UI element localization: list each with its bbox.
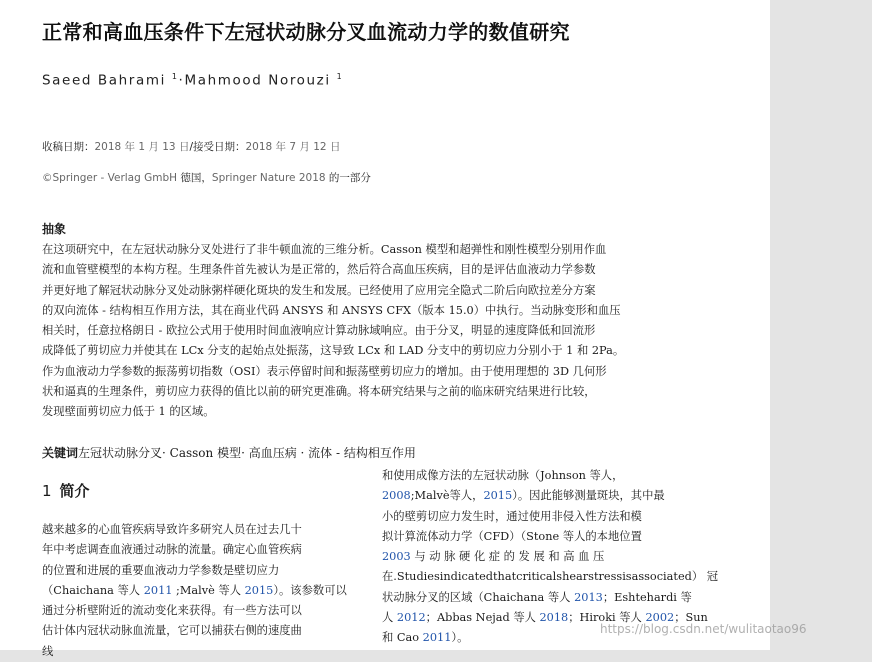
keywords-label: 关键词 (42, 446, 79, 460)
author-affiliation: 1 (171, 72, 179, 81)
text-segment: 年中考虑调查血液通过动脉的流量。确定心血管疾病 (42, 543, 302, 557)
text-line (42, 581, 362, 601)
text-segment: 状动脉分叉的区域（Chaichana 等人 (382, 590, 575, 604)
section-title: 简介 (59, 482, 90, 500)
author-affiliation: 1 (336, 72, 344, 81)
citation-year-link[interactable]: 2011 (143, 583, 173, 597)
paper-title: 正常和高血压条件下左冠状动脉分叉血流动力学的数值研究 (42, 20, 570, 44)
text-segment: ）。因此能够测量斑块，其中最 (512, 489, 665, 503)
abstract-line: 发现壁面剪切应力低于 1 的区域。 (42, 405, 215, 419)
text-line (382, 486, 702, 506)
text-segment: 拟计算流体动力学（CFD）（Stone 等人的本地位置 (382, 529, 642, 543)
accepted-date: 2018 年 7 月 12 日 (245, 141, 341, 153)
author-list (42, 72, 343, 89)
text-segment: 的位置和进展的重要血液动力学参数是壁切应力 (42, 563, 280, 577)
text-line (42, 601, 362, 621)
text-segment: 越来越多的心血管疾病导致许多研究人员在过去几十 (42, 523, 302, 536)
citation-year-link[interactable]: 2011 (422, 631, 452, 645)
abstract-line: 并更好地了解冠状动脉分叉处动脉粥样硬化斑块的发生和发展。已经使用了应用完全隐式二阶后向欧拉差分方案 (42, 283, 596, 297)
text-segment: 线 (42, 644, 54, 658)
copyright-country: 德国， (177, 172, 212, 184)
text-line (382, 466, 702, 486)
copyright-line (42, 170, 371, 185)
text-segment: 和 Cao (382, 631, 423, 645)
text-segment: ；Abbas Nejad 等人 (425, 611, 540, 625)
text-segment: ）。该参数可以 (273, 583, 347, 597)
section-heading (42, 480, 90, 501)
text-segment: 通过分析壁附近的流动变化来获得。有一些方法可以 (42, 604, 302, 618)
text-line (42, 561, 362, 581)
abstract-line: 在这项研究中，在左冠状动脉分叉处进行了非牛顿血流的三维分析。Casson 模型和超弹性和刚性模型分别用作血 (42, 243, 607, 256)
text-segment: ;Malvè等人， (410, 489, 484, 503)
text-segment: （Chaichana 等人 (42, 583, 144, 597)
text-line (42, 520, 362, 540)
text-segment: 估计体内冠状动脉血流量，它可以捕获右侧的速度曲 (42, 624, 302, 638)
citation-year-link[interactable]: 2012 (396, 611, 426, 625)
text-segment: 与 动 脉 硬 化 症 的 发 展 和 高 血 压 (410, 550, 605, 564)
text-segment: ；Sun (674, 611, 708, 625)
abstract-heading: 抽象 (42, 222, 67, 236)
citation-year-link[interactable]: 2015 (483, 489, 513, 503)
text-segment: 和使用成像方法的左冠状动脉（Johnson 等人， (382, 469, 624, 482)
section-number: 1 (42, 482, 52, 500)
dates-line (42, 139, 340, 154)
text-line (382, 588, 702, 608)
text-line (42, 642, 362, 662)
text-segment: ；Hiroki 等人 (568, 611, 646, 625)
text-line (382, 567, 719, 587)
copyright-publisher: ©Springer - Verlag GmbH (42, 172, 178, 184)
keywords-line (42, 444, 416, 461)
keywords-text: 左冠状动脉分叉· Casson 模型· 高血压病 · 流体 - 结构相互作用 (78, 446, 416, 460)
text-segment: 在.Studiesindicatedthatcriticalshearstressisassociated） 冠 (382, 570, 719, 584)
received-date: 2018 年 1 月 13 日 (94, 141, 190, 153)
citation-year-link[interactable]: 2008 (382, 489, 411, 503)
text-line (42, 540, 362, 560)
citation-year-link[interactable]: 2002 (645, 611, 675, 625)
text-segment: 小的壁剪切应力发生时，通过使用非侵入性方法和模 (382, 509, 642, 523)
text-line (42, 621, 362, 641)
abstract-line: 流和血管壁模型的本构方程。生理条件首先被认为是正常的，然后符合高血压疾病，目的是评估血液动力学参数 (42, 263, 596, 277)
author-separator: · (178, 72, 185, 89)
abstract-line: 作为血液动力学参数的振荡剪切指数（OSI）表示停留时间和振荡壁剪切应力的增加。由于使用理想的 3D 几何形 (42, 364, 607, 378)
citation-year-link[interactable]: 2013 (574, 590, 603, 604)
author-name: Mahmood Norouzi (184, 72, 331, 89)
copyright-nature: Springer Nature 2018 (211, 172, 326, 184)
abstract-line: 相关时，任意拉格朗日 - 欧拉公式用于使用时间血液响应计算动脉域响应。由于分叉，明显的速度降低和回流形 (42, 324, 596, 338)
abstract-body (42, 240, 702, 423)
text-line (382, 547, 702, 567)
citation-year-link[interactable]: 2018 (539, 611, 569, 625)
intro-left-column (42, 520, 362, 662)
text-segment: ）。 (451, 631, 469, 645)
author-name: Saeed Bahrami (42, 72, 166, 89)
text-line (382, 507, 702, 527)
citation-year-link[interactable]: 2003 (382, 550, 411, 564)
csdn-watermark: https://blog.csdn.net/wulitaotao96 (600, 622, 807, 636)
received-label: 收稿日期： (42, 141, 95, 153)
accepted-label: /接受日期： (189, 141, 246, 153)
abstract-line: 的双向流体 - 结构相互作用方法，其在商业代码 ANSYS 和 ANSYS CFX（版本 15.0）中执行。当动脉变形和血压 (42, 303, 621, 317)
text-line (382, 527, 702, 547)
text-segment: ；Eshtehardi 等 (602, 590, 692, 604)
copyright-suffix: 的一部分 (325, 172, 371, 184)
text-segment: ;Malvè 等人 (172, 583, 245, 597)
abstract-line: 成降低了剪切应力并使其在 LCx 分支的起始点处振荡，这导致 LCx 和 LAD 分支中的剪切应力分别小于 1 和 2Pa。 (42, 344, 625, 358)
citation-year-link[interactable]: 2015 (244, 583, 274, 597)
abstract-line: 状和逼真的生理条件，剪切应力获得的值比以前的研究更准确。将本研究结果与之前的临床研究结果进行比较， (42, 385, 596, 399)
text-segment: 人 (382, 611, 397, 625)
